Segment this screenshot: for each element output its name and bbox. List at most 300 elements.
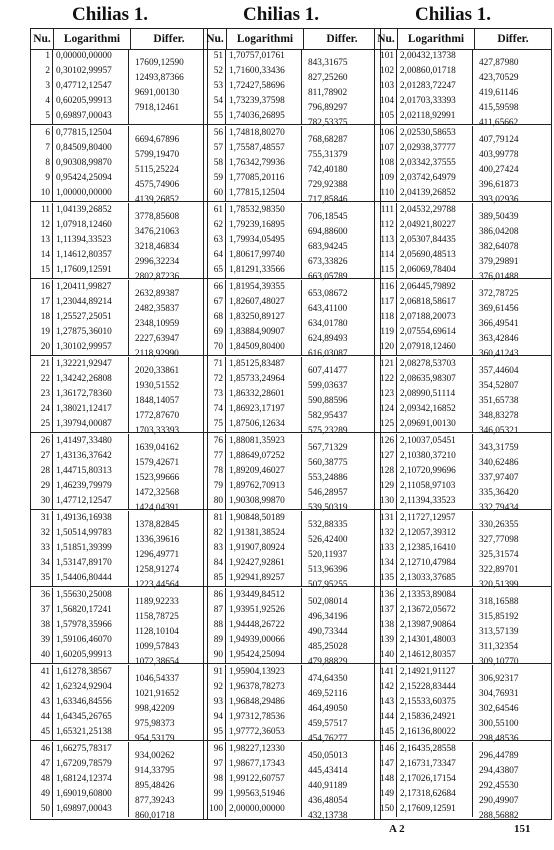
logarithm-value: 2,04921,80227 <box>397 218 473 233</box>
difference-value: 1021,91652 <box>135 689 180 699</box>
difference-value: 1930,51552 <box>135 381 180 391</box>
difference-value: 954,53179 <box>135 734 175 744</box>
row-group <box>204 126 380 205</box>
logarithm-value: 0,95424,25094 <box>53 171 129 186</box>
logarithm-value: 1,43136,37642 <box>53 449 129 464</box>
row-number: 64 <box>204 248 226 263</box>
logarithm-value: 1,72427,58696 <box>226 79 302 94</box>
difference-value: 755,31379 <box>308 150 348 160</box>
row-number: 32 <box>31 526 53 541</box>
column-label-log: Logarithmi <box>398 29 475 49</box>
logarithm-value: 1,23044,89214 <box>53 295 129 310</box>
logarithm-value: 1,83250,89127 <box>226 310 302 325</box>
row-number: 81 <box>204 511 226 526</box>
row-number: 37 <box>31 603 53 618</box>
logarithm-value: 1,27875,36010 <box>53 325 129 340</box>
column-2-heading: Chilias 1. <box>243 4 320 25</box>
difference-value: 1189,92233 <box>135 597 179 607</box>
logarithm-value: 1,56820,17241 <box>53 603 129 618</box>
logarithm-value: 2,02938,37777 <box>397 141 473 156</box>
logarithm-value: 1,55630,25008 <box>53 588 129 603</box>
row-number: 128 <box>375 464 397 479</box>
row-number: 133 <box>375 541 397 556</box>
logarithm-value: 1,14612,80357 <box>53 248 129 263</box>
table-row <box>204 665 380 684</box>
logarithm-value: 1,61278,38567 <box>53 665 129 680</box>
logarithm-value: 1,34242,26808 <box>53 372 129 387</box>
logarithm-value: 1,78532,98350 <box>226 203 302 218</box>
row-number: 29 <box>31 479 53 494</box>
row-number: 148 <box>375 772 397 787</box>
row-group <box>31 588 207 667</box>
row-number: 118 <box>375 310 397 325</box>
logarithm-value: 1,90308,99870 <box>226 494 302 509</box>
difference-value: 369,61456 <box>479 304 519 314</box>
difference-value: 7918,12461 <box>135 103 180 113</box>
row-number: 44 <box>31 710 53 725</box>
logarithm-value: 1,07918,12460 <box>53 218 129 233</box>
logarithm-value: 1,97312,78536 <box>226 710 302 725</box>
logarithm-value: 2,07188,20073 <box>397 310 473 325</box>
row-number: 135 <box>375 571 397 586</box>
difference-value: 914,33795 <box>135 766 175 776</box>
difference-value: 343,31759 <box>479 443 519 453</box>
row-number: 49 <box>31 787 53 802</box>
difference-value: 300,55100 <box>479 719 519 729</box>
row-number: 117 <box>375 295 397 310</box>
row-number: 12 <box>31 218 53 233</box>
row-number: 22 <box>31 372 53 387</box>
row-number: 110 <box>375 186 397 201</box>
table-column-1 <box>30 28 208 820</box>
row-number: 145 <box>375 725 397 740</box>
row-number: 86 <box>204 588 226 603</box>
row-number: 131 <box>375 511 397 526</box>
difference-value: 694,88600 <box>308 227 348 237</box>
table-row <box>375 49 551 68</box>
row-number: 90 <box>204 648 226 663</box>
difference-value: 479,88829 <box>308 657 348 667</box>
difference-value: 485,25028 <box>308 642 348 652</box>
logarithm-value: 1,84509,80400 <box>226 340 302 355</box>
row-number: 17 <box>31 295 53 310</box>
logarithm-value: 1,83884,90907 <box>226 325 302 340</box>
difference-value: 553,24886 <box>308 473 348 483</box>
logarithm-value: 1,97772,36053 <box>226 725 302 740</box>
logarithm-value: 2,17026,17154 <box>397 772 473 787</box>
difference-value: 520,11937 <box>308 550 348 560</box>
row-number: 47 <box>31 757 53 772</box>
row-number: 94 <box>204 710 226 725</box>
table-row <box>31 357 207 376</box>
logarithm-value: 1,86923,17197 <box>226 402 302 417</box>
logarithm-value: 2,01283,72247 <box>397 79 473 94</box>
row-number: 98 <box>204 772 226 787</box>
row-number: 93 <box>204 695 226 710</box>
column-3-heading: Chilias 1. <box>415 4 492 25</box>
difference-value: 366,49541 <box>479 319 519 329</box>
page-footer <box>0 823 554 843</box>
difference-value: 288,56882 <box>479 811 519 821</box>
difference-value: 1336,39616 <box>135 535 180 545</box>
difference-value: 3778,85608 <box>135 212 180 222</box>
logarithm-value: 1,50514,99783 <box>53 526 129 541</box>
logarithm-value: 1,82607,48027 <box>226 295 302 310</box>
row-number: 132 <box>375 526 397 541</box>
row-number: 20 <box>31 340 53 355</box>
table-row <box>31 280 207 299</box>
row-number: 40 <box>31 648 53 663</box>
row-number: 54 <box>204 94 226 109</box>
difference-value: 294,43807 <box>479 766 519 776</box>
logarithm-value: 1,74036,26895 <box>226 109 302 124</box>
table-row <box>204 357 380 376</box>
difference-value: 2020,33861 <box>135 366 180 376</box>
difference-value: 415,59598 <box>479 103 519 113</box>
logarithm-value: 2,02530,58653 <box>397 126 473 141</box>
row-number: 138 <box>375 618 397 633</box>
logarithm-value: 2,04139,26852 <box>397 186 473 201</box>
logarithm-value: 1,11394,33523 <box>53 233 129 248</box>
table-row <box>375 742 551 761</box>
difference-value: 843,31675 <box>308 58 348 68</box>
logarithm-value: 1,92941,89257 <box>226 571 302 586</box>
logarithm-value: 1,74818,80270 <box>226 126 302 141</box>
logarithm-value: 1,69019,60800 <box>53 787 129 802</box>
logarithm-value: 1,41497,33480 <box>53 434 129 449</box>
difference-value: 474,64350 <box>308 674 348 684</box>
logarithm-value: 1,89209,46027 <box>226 464 302 479</box>
row-number: 67 <box>204 295 226 310</box>
table-row <box>375 588 551 607</box>
difference-value: 546,28957 <box>308 488 348 498</box>
logarithm-value: 1,99563,51946 <box>226 787 302 802</box>
difference-value: 567,71329 <box>308 443 348 453</box>
logarithm-value: 1,20411,99827 <box>53 280 129 295</box>
row-number: 91 <box>204 665 226 680</box>
table-row <box>375 126 551 145</box>
logarithm-value: 2,10380,37210 <box>397 449 473 464</box>
table-row <box>375 357 551 376</box>
difference-value: 1046,54337 <box>135 674 180 684</box>
difference-value: 459,57517 <box>308 719 348 729</box>
logarithm-value: 1,46239,79979 <box>53 479 129 494</box>
row-number: 150 <box>375 802 397 817</box>
logarithm-value: 2,11394,33523 <box>397 494 473 509</box>
table-row <box>375 511 551 530</box>
row-number: 72 <box>204 372 226 387</box>
row-number: 101 <box>375 49 397 64</box>
row-number: 92 <box>204 680 226 695</box>
logarithm-value: 1,71600,33436 <box>226 64 302 79</box>
logarithm-value: 1,49136,16938 <box>53 511 129 526</box>
difference-value: 560,38775 <box>308 458 348 468</box>
row-number: 13 <box>31 233 53 248</box>
row-number: 19 <box>31 325 53 340</box>
row-number: 100 <box>204 802 226 817</box>
row-number: 144 <box>375 710 397 725</box>
row-number: 62 <box>204 218 226 233</box>
logarithm-value: 2,08278,53703 <box>397 357 473 372</box>
difference-value: 396,61873 <box>479 180 519 190</box>
difference-value: 4139,26852 <box>135 195 180 205</box>
logarithm-value: 1,68124,12374 <box>53 772 129 787</box>
logarithm-value: 0,69897,00043 <box>53 109 129 124</box>
row-number: 114 <box>375 248 397 263</box>
logarithm-value: 2,07918,12460 <box>397 340 473 355</box>
row-number: 45 <box>31 725 53 740</box>
row-number: 56 <box>204 126 226 141</box>
logarithm-value: 2,11727,12957 <box>397 511 473 526</box>
row-number: 134 <box>375 556 397 571</box>
logarithm-value: 1,86332,28601 <box>226 387 302 402</box>
logarithm-value: 1,98227,12330 <box>226 742 302 757</box>
row-number: 26 <box>31 434 53 449</box>
logarithm-value: 2,14921,91127 <box>397 665 473 680</box>
row-number: 48 <box>31 772 53 787</box>
row-number: 79 <box>204 479 226 494</box>
column-label-diff: Differ. <box>153 33 185 45</box>
row-number: 11 <box>31 203 53 218</box>
row-number: 50 <box>31 802 53 817</box>
logarithm-value: 0,30102,99957 <box>53 64 129 79</box>
difference-value: 304,76931 <box>479 689 519 699</box>
table-row <box>31 126 207 145</box>
logarithm-value: 2,08990,51114 <box>397 387 473 402</box>
row-group <box>204 203 380 282</box>
table-row <box>31 49 207 68</box>
logarithm-value: 2,16731,73347 <box>397 757 473 772</box>
difference-value: 1703,33393 <box>135 426 180 436</box>
difference-value: 372,78725 <box>479 289 519 299</box>
difference-value: 360,41243 <box>479 349 519 359</box>
row-number: 99 <box>204 787 226 802</box>
row-number: 33 <box>31 541 53 556</box>
logarithm-value: 2,00432,13738 <box>397 49 473 64</box>
difference-value: 354,52807 <box>479 381 519 391</box>
difference-value: 12493,87366 <box>135 73 184 83</box>
difference-value: 2348,10959 <box>135 319 180 329</box>
logarithm-value: 2,02118,92991 <box>397 109 473 124</box>
logarithm-value: 1,67209,78579 <box>53 757 129 772</box>
difference-value: 327,77098 <box>479 535 519 545</box>
row-number: 103 <box>375 79 397 94</box>
row-number: 139 <box>375 633 397 648</box>
difference-value: 1296,49771 <box>135 550 180 560</box>
row-number: 70 <box>204 340 226 355</box>
row-number: 126 <box>375 434 397 449</box>
row-number: 147 <box>375 757 397 772</box>
table-row <box>204 203 380 222</box>
row-number: 97 <box>204 757 226 772</box>
difference-value: 2996,32234 <box>135 257 180 267</box>
difference-value: 5799,19470 <box>135 150 180 160</box>
logarithm-value: 2,17609,12591 <box>397 802 473 817</box>
difference-value: 298,48536 <box>479 734 519 744</box>
difference-value: 539,50319 <box>308 503 348 513</box>
difference-value: 2227,63947 <box>135 334 180 344</box>
row-group <box>31 357 207 436</box>
column-label-log: Logarithmi <box>54 29 131 49</box>
row-number: 89 <box>204 633 226 648</box>
row-group <box>375 203 551 282</box>
logarithm-value: 1,57978,35966 <box>53 618 129 633</box>
difference-value: 5115,25224 <box>135 165 179 175</box>
difference-value: 653,08672 <box>308 289 348 299</box>
logarithm-value: 1,53147,89170 <box>53 556 129 571</box>
row-number: 84 <box>204 556 226 571</box>
logarithm-value: 1,25527,25051 <box>53 310 129 325</box>
logarithm-value: 1,70757,01761 <box>226 49 302 64</box>
logarithm-value: 1,96848,29486 <box>226 695 302 710</box>
logarithm-value: 1,59106,46070 <box>53 633 129 648</box>
logarithm-value: 0,47712,12547 <box>53 79 129 94</box>
difference-value: 302,64546 <box>479 704 519 714</box>
difference-value: 582,95437 <box>308 411 348 421</box>
difference-value: 440,91189 <box>308 781 348 791</box>
difference-value: 322,89701 <box>479 565 519 575</box>
logarithm-value: 1,87506,12634 <box>226 417 302 432</box>
row-number: 63 <box>204 233 226 248</box>
difference-value: 290,49907 <box>479 796 519 806</box>
logarithm-value: 1,93449,84512 <box>226 588 302 603</box>
column-label-log: Logarithmi <box>227 29 304 49</box>
logarithm-value: 2,12385,16410 <box>397 541 473 556</box>
difference-value: 464,49050 <box>308 704 348 714</box>
column-header-row <box>31 29 207 50</box>
row-number: 55 <box>204 109 226 124</box>
logarithm-value: 2,03342,37555 <box>397 156 473 171</box>
difference-value: 9691,00130 <box>135 88 180 98</box>
difference-value: 496,34196 <box>308 612 348 622</box>
row-group <box>31 280 207 359</box>
logarithm-value: 0,90308,99870 <box>53 156 129 171</box>
row-number: 25 <box>31 417 53 432</box>
difference-value: 998,42209 <box>135 704 175 714</box>
row-number: 68 <box>204 310 226 325</box>
row-number: 31 <box>31 511 53 526</box>
row-number: 141 <box>375 665 397 680</box>
table-row <box>204 280 380 299</box>
difference-value: 348,83278 <box>479 411 519 421</box>
logarithm-value: 1,88081,35923 <box>226 434 302 449</box>
row-number: 59 <box>204 171 226 186</box>
difference-value: 292,45530 <box>479 781 519 791</box>
row-number: 51 <box>204 49 226 64</box>
row-number: 87 <box>204 603 226 618</box>
difference-value: 351,65738 <box>479 396 519 406</box>
row-group <box>204 280 380 359</box>
logarithm-value: 1,17609,12591 <box>53 263 129 278</box>
table-column-2 <box>203 28 381 820</box>
row-number: 113 <box>375 233 397 248</box>
difference-value: 363,42846 <box>479 334 519 344</box>
logarithm-value: 1,63346,84556 <box>53 695 129 710</box>
row-number: 35 <box>31 571 53 586</box>
logarithm-value: 2,05307,84435 <box>397 233 473 248</box>
row-number: 143 <box>375 695 397 710</box>
difference-value: 450,05013 <box>308 751 348 761</box>
difference-value: 419,61146 <box>479 88 519 98</box>
difference-value: 634,01780 <box>308 319 348 329</box>
difference-value: 643,41100 <box>308 304 348 314</box>
table-column-3 <box>374 28 552 820</box>
logarithm-value: 1,81954,39355 <box>226 280 302 295</box>
column-label-diff: Differ. <box>497 33 529 45</box>
logarithm-value: 1,98677,17343 <box>226 757 302 772</box>
table-row <box>31 203 207 222</box>
difference-value: 860,01718 <box>135 811 175 821</box>
logarithm-value: 0,60205,99913 <box>53 94 129 109</box>
row-group <box>31 126 207 205</box>
row-number: 41 <box>31 665 53 680</box>
difference-value: 400,27424 <box>479 165 519 175</box>
difference-value: 357,44604 <box>479 366 519 376</box>
row-number: 142 <box>375 680 397 695</box>
difference-value: 624,89493 <box>308 334 348 344</box>
row-number: 104 <box>375 94 397 109</box>
row-number: 115 <box>375 263 397 278</box>
difference-value: 1099,57843 <box>135 642 180 652</box>
difference-value: 607,41477 <box>308 366 348 376</box>
row-group <box>31 742 207 821</box>
difference-value: 827,25260 <box>308 73 348 83</box>
row-number: 66 <box>204 280 226 295</box>
row-number: 140 <box>375 648 397 663</box>
row-number: 73 <box>204 387 226 402</box>
row-number: 8 <box>31 156 53 171</box>
row-number: 60 <box>204 186 226 201</box>
row-number: 23 <box>31 387 53 402</box>
row-number: 9 <box>31 171 53 186</box>
row-number: 76 <box>204 434 226 449</box>
logarithm-value: 1,89762,70913 <box>226 479 302 494</box>
logarithm-value: 1,64345,26765 <box>53 710 129 725</box>
difference-value: 502,08014 <box>308 597 348 607</box>
difference-value: 717,85846 <box>308 195 348 205</box>
logarithm-value: 2,14301,48003 <box>397 633 473 648</box>
difference-value: 1072,38654 <box>135 657 180 667</box>
logarithm-value: 1,30102,99957 <box>53 340 129 355</box>
row-group <box>204 511 380 590</box>
row-number: 52 <box>204 64 226 79</box>
difference-value: 877,39243 <box>135 796 175 806</box>
row-number: 95 <box>204 725 226 740</box>
column-header-row <box>375 29 551 50</box>
logarithm-value: 2,03742,64979 <box>397 171 473 186</box>
logarithm-value: 1,73239,37598 <box>226 94 302 109</box>
row-number: 27 <box>31 449 53 464</box>
row-number: 80 <box>204 494 226 509</box>
logarithm-value: 1,81291,33566 <box>226 263 302 278</box>
logarithm-value: 1,79934,05495 <box>226 233 302 248</box>
difference-value: 379,29891 <box>479 257 519 267</box>
row-number: 39 <box>31 633 53 648</box>
difference-value: 2118,92990 <box>135 349 179 359</box>
logarithm-value: 1,44715,80313 <box>53 464 129 479</box>
logarithm-value: 2,06818,58617 <box>397 295 473 310</box>
row-group <box>375 742 551 821</box>
logarithm-value: 1,96378,78273 <box>226 680 302 695</box>
logarithm-value: 1,93951,92526 <box>226 603 302 618</box>
row-number: 105 <box>375 109 397 124</box>
difference-value: 895,48426 <box>135 781 175 791</box>
logarithm-value: 1,54406,80444 <box>53 571 129 586</box>
difference-value: 411,65662 <box>479 118 519 128</box>
logarithm-value: 1,51851,39399 <box>53 541 129 556</box>
row-number: 129 <box>375 479 397 494</box>
logarithm-value: 2,00000,00000 <box>226 802 302 817</box>
